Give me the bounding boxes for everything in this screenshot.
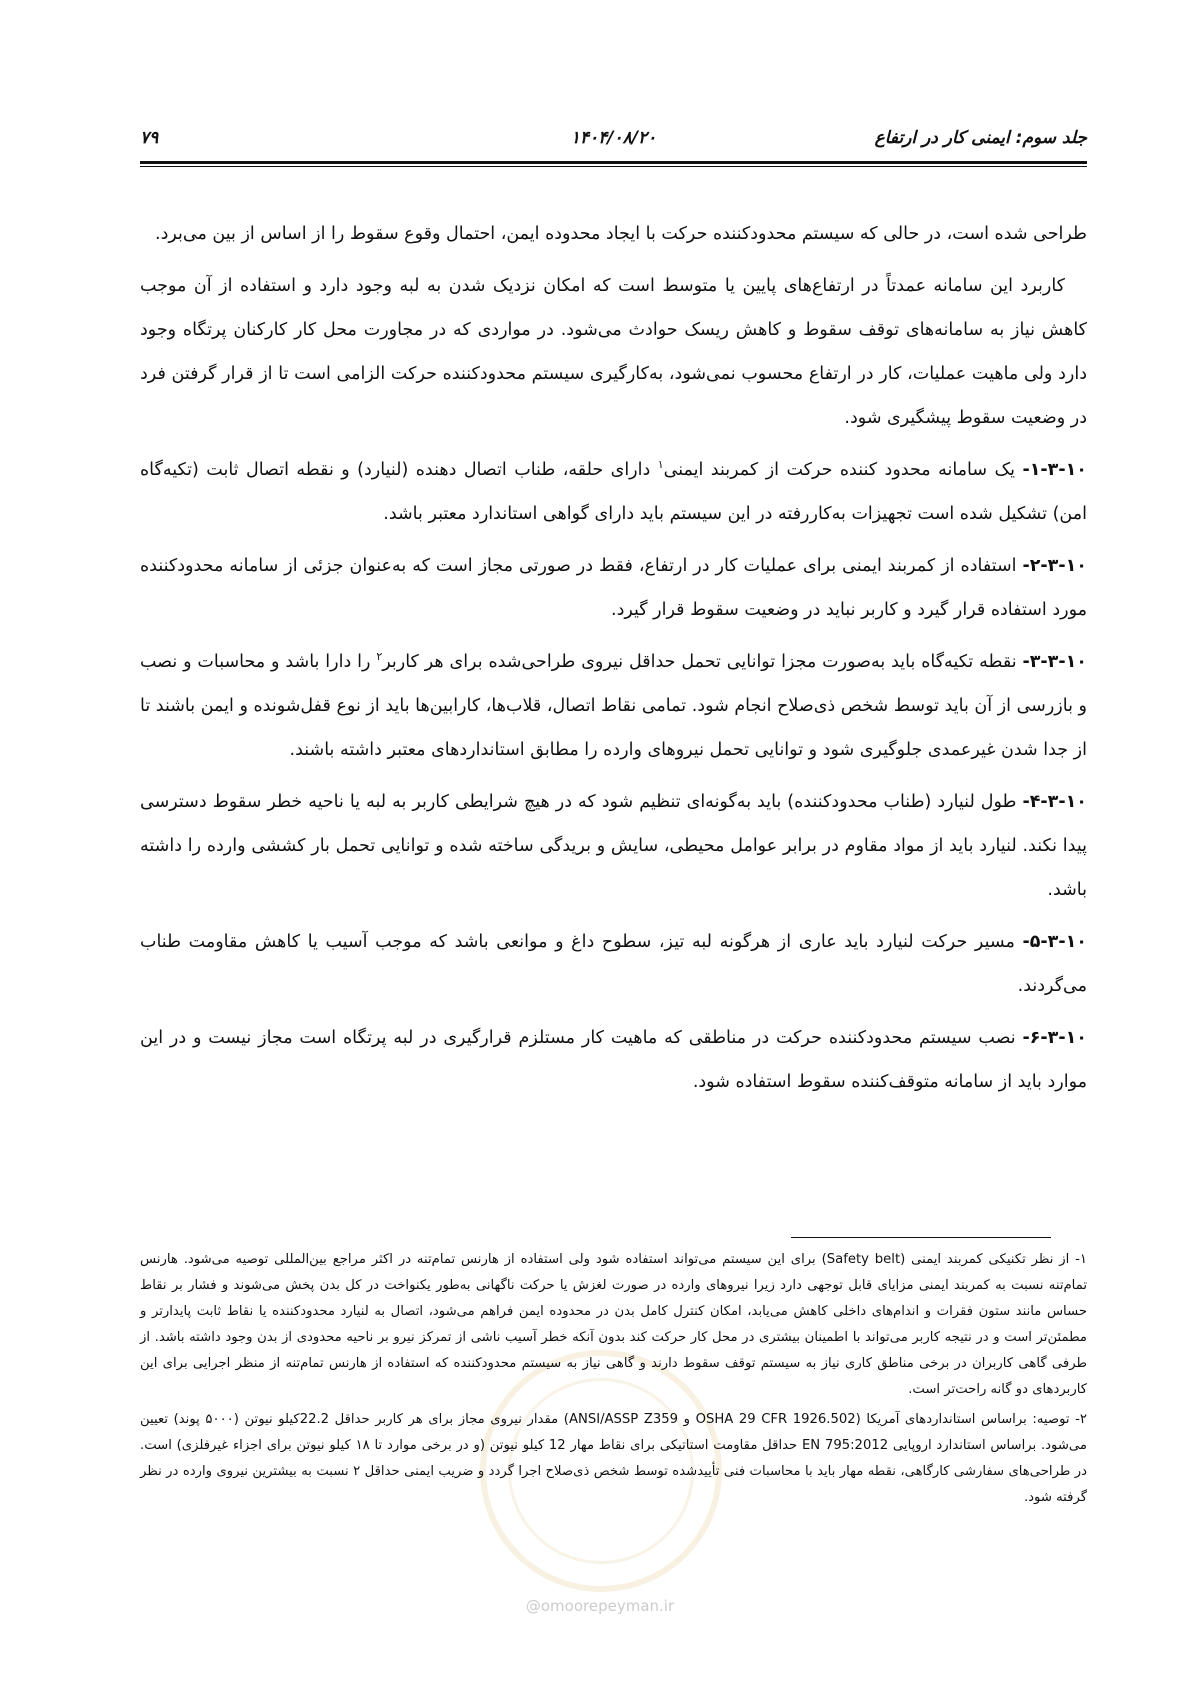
clause-10-3-2: ۲-۳-۱۰- استفاده از کمربند ایمنی برای عملیات کار در ارتفاع، فقط در صورتی مجاز است که به‌عنوان جزئی از سامانه محدودکننده مورد استفاده قرار گیرد و کاربر نباید در وضعیت سقوط قرار گیرد. xyxy=(140,556,1087,620)
footnote-1: ۱- از نظر تکنیکی کمربند ایمنی (Safety belt) برای این سیستم می‌تواند استفاده شود ولی استفاده از هارنس تمام‌تنه در اکثر مراجع بین‌المللی توصیه می‌شود. هارنس تمام‌تنه نسبت به کمربند ایمنی مزایای قابل توجهی دارد زیرا نیروهای وارده در صورت لغزش یا حرکت ناگهانی به‌طور یکنواخت در کل بدن پخش می‌شوند و فشار بر نقاط حساس مانند ستون فقرات و اندام‌های داخلی کاهش می‌یابد، امکان کنترل کامل بدن در محدوده ایمن فراهم می‌شود، اتصال به لنیارد محدودکننده یا نقاط ثابت پایدارتر و مطمئن‌تر است و در نتیجه کاربر می‌تواند با اطمینان بیشتری در محل کار حرکت کند بدون آنکه خطر آسیب ناشی از تمرکز نیرو بر ناحیه محدودی از بدن وجود داشته باشد. از طرفی گاهی کاربران در برخی مناطق کاری نیاز به سیستم توقف سقوط دارند و گاهی نیاز به سیستم محدودکننده که استفاده از هارنس تمام‌تنه از منظر اجرایی برای این کاربردهای دو گانه راحت‌تر است. xyxy=(140,1252,1087,1397)
page-number: ۷۹ xyxy=(140,128,159,148)
header-title: جلد سوم: ایمنی کار در ارتفاع xyxy=(874,128,1087,148)
clause-number: ۴-۳-۱۰- xyxy=(1022,792,1087,812)
paragraph-2: کاربرد این سامانه عمدتاً در ارتفاع‌های پایین یا متوسط است که امکان نزدیک شدن به لبه وجود دارد و استفاده از آن موجب کاهش نیاز به سامانه‌های توقف سقوط و کاهش ریسک حوادث می‌شود. در مواردی که در مجاورت محل کار کارکنان پرتگاه وجود دارد ولی ماهیت عملیات، کار در ارتفاع محسوب نمی‌شود، به‌کارگیری سیستم محدودکننده حرکت الزامی است تا از قرار گرفتن فرد در وضعیت سقوط پیشگیری شود. xyxy=(140,276,1087,428)
clause-10-3-3: ۳-۳-۱۰- نقطه تکیه‌گاه باید به‌صورت مجزا توانایی تحمل حداقل نیروی طراحی‌شده برای هر کاربر$^۲$ را دارا باشد و محاسبات و نصب و بازرسی از آن باید توسط شخص ذی‌صلاح انجام شود. تمامی نقاط اتصال، قلاب‌ها، کارابین‌ها باید از نوع قفل‌شونده و ایمن باشند تا از جدا شدن غیرعمدی جلوگیری شود و توانایی تحمل نیروهای وارده را مطابق استانداردهای معتبر داشته باشند. xyxy=(140,650,1087,760)
clause-number: ۱-۳-۱۰- xyxy=(1022,460,1087,480)
header-date: ۱۴۰۴/۰۸/۲۰ xyxy=(570,128,657,148)
watermark-text: @omoorepeyman.ir xyxy=(525,1597,675,1615)
clause-10-3-6: ۶-۳-۱۰- نصب سیستم محدودکننده حرکت در مناطقی که ماهیت کار مستلزم قرارگیری در لبه پرتگاه است مجاز نیست و در این موارد باید از سامانه متوقف‌کننده سقوط استفاده شود. xyxy=(140,1028,1087,1092)
header-divider-thin xyxy=(140,166,1087,167)
main-content xyxy=(140,212,1087,1112)
clause-10-3-5: ۵-۳-۱۰- مسیر حرکت لنیارد باید عاری از هرگونه لبه تیز، سطوح داغ و موانعی باشد که موجب آسیب یا کاهش مقاومت طناب می‌گردند. xyxy=(140,932,1087,996)
clause-number: ۵-۳-۱۰- xyxy=(1022,932,1087,952)
footnote-ref-1: ۱ xyxy=(657,458,664,472)
footnotes xyxy=(140,1247,1087,1515)
clause-number: ۳-۳-۱۰- xyxy=(1022,652,1087,672)
footnote-ref-2: ۲ xyxy=(376,650,383,664)
footnote-divider xyxy=(791,1237,1051,1238)
clause-number: ۲-۳-۱۰- xyxy=(1022,556,1087,576)
page-header xyxy=(140,128,1087,162)
clause-10-3-1: ۱-۳-۱۰- یک سامانه محدود کننده حرکت از کمربند ایمنی$^۱$ دارای حلقه، طناب اتصال دهنده (لنیارد) و نقطه اتصال ثابت (تکیه‌گاه امن) تشکیل شده است تجهیزات به‌کاررفته در این سیستم باید دارای گواهی استاندارد معتبر باشد. xyxy=(140,458,1087,524)
clause-10-3-4: ۴-۳-۱۰- طول لنیارد (طناب محدودکننده) باید به‌گونه‌ای تنظیم شود که در هیچ شرایطی کاربر به لبه یا ناحیه خطر سقوط دسترسی پیدا نکند. لنیارد باید از مواد مقاوم در برابر عوامل محیطی، سایش و بریدگی ساخته شده و توانایی تحمل بار کششی وارده را داشته باشد. xyxy=(140,792,1087,900)
clause-number: ۶-۳-۱۰- xyxy=(1022,1028,1087,1048)
header-divider xyxy=(140,161,1087,164)
paragraph-1: طراحی شده است، در حالی که سیستم محدودکننده حرکت با ایجاد محدوده ایمن، احتمال وقوع سقوط را از اساس از بین می‌برد. xyxy=(155,224,1087,244)
footnote-2: ۲- توصیه: براساس استانداردهای آمریکا (OSHA 29 CFR 1926.502 و ANSI/ASSP Z359) مقدار نیروی مجاز برای هر کاربر حداقل 22.2کیلو نیوتن (۵۰۰۰ پوند) تعیین می‌شود. براساس استاندارد اروپایی EN 795:2012 حداقل مقاومت استاتیکی برای نقاط مهار 12 کیلو نیوتن (و در برخی موارد تا ۱۸ کیلو نیوتن برای اجزاء غیرفلزی) است. در طراحی‌های سفارشی کارگاهی، نقطه مهار باید با محاسبات فنی تأییدشده توسط شخص ذی‌صلاح اجرا گردد و ضریب ایمنی حداقل ۲ نسبت به بیشترین نیروی وارده در نظر گرفته شود. xyxy=(140,1412,1087,1505)
